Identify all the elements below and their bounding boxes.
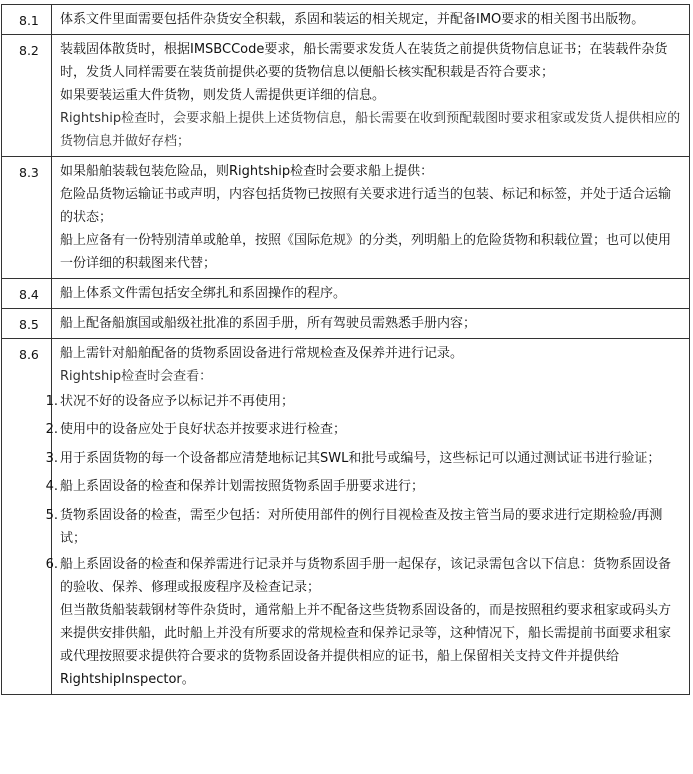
table-row (2, 157, 690, 279)
section-number: 8.5 (2, 309, 52, 339)
paragraph: 如果船舶装载包装危险品，则Rightship检查时会要求船上提供： (60, 164, 434, 179)
list-item (45, 447, 683, 470)
section-number: 8.4 (2, 279, 52, 309)
paragraph: 但当散货船装载钢材等件杂货时，通常船上并不配备这些货物系固设备的，而是按照租约要求租家或码头方来提供安排供船，此时船上并没有所要求的常规检查和保养记录等，这种情况下，船长需提前书面要求租家或代理按照要求提供符合要求的货物系固设备并提供相应的证书，船上保留相关支持文件并提供给RightshipInspector。 (60, 603, 672, 687)
section-content (52, 35, 690, 157)
list-item (45, 504, 683, 550)
table-row (2, 339, 690, 695)
list-text: 使用中的设备应处于良好状态并按要求进行检查； (60, 422, 347, 437)
list-item (45, 553, 683, 599)
list-text: 用于系固货物的每一个设备都应清楚地标记其SWL和批号或编号，这些标记可以通过测试证书进行验证； (60, 451, 661, 466)
list-number: 4. (45, 479, 58, 494)
paragraph: 船上应备有一份特别清单或舱单，按照《国际危规》的分类，列明船上的危险货物和积载位置；也可以使用一份详细的积载图来代替； (60, 233, 672, 271)
list-item (45, 416, 683, 444)
list-number: 2. (45, 422, 58, 437)
section-number: 8.1 (2, 5, 52, 35)
table-row (2, 309, 690, 339)
list-item (45, 473, 683, 501)
section-number: 8.3 (2, 157, 52, 279)
list-number: 5. (45, 508, 58, 523)
list-text: 货物系固设备的检查，需至少包括：对所使用部件的例行目视检查及按主管当局的要求进行定期检验/再测试； (60, 508, 663, 546)
paragraph: 船上需针对船舶配备的货物系固设备进行常规检查及保养并进行记录。 (60, 346, 464, 361)
paragraph: 船上配备船旗国或船级社批准的系固手册，所有驾驶员需熟悉手册内容； (60, 316, 477, 331)
paragraph: 体系文件里面需要包括件杂货安全积载，系固和装运的相关规定，并配备IMO要求的相关图书出版物。 (60, 12, 645, 27)
list-number: 3. (45, 451, 58, 466)
table-row (2, 35, 690, 157)
paragraph: 危险品货物运输证书或声明，内容包括货物已按照有关要求进行适当的包装、标记和标签，并处于适合运输的状态； (60, 187, 672, 225)
list-number: 1. (45, 394, 58, 409)
section-content (45, 339, 690, 695)
paragraph: 船上体系文件需包括安全绑扎和系固操作的程序。 (60, 286, 347, 301)
section-content (52, 157, 690, 279)
list-text: 船上系固设备的检查和保养计划需按照货物系固手册要求进行； (60, 479, 425, 494)
section-number: 8.6 (2, 339, 52, 695)
list-text: 状况不好的设备应予以标记并不再使用； (60, 394, 295, 409)
section-number: 8.2 (2, 35, 52, 157)
section-content (52, 309, 690, 339)
table-row (2, 5, 690, 35)
paragraph: Rightship检查时会查看： (60, 369, 213, 384)
list-text: 船上系固设备的检查和保养需进行记录并与货物系固手册一起保存，该记录需包含以下信息：货物系固设备的验收、保养、修理或报废程序及检查记录； (60, 557, 672, 595)
list-number: 6. (45, 557, 58, 572)
paragraph: Rightship检查时，会要求船上提供上述货物信息，船长需要在收到预配载图时要求租家或发货人提供相应的货物信息并做好存档； (60, 111, 681, 149)
paragraph: 如果要装运重大件货物，则发货人需提供更详细的信息。 (60, 88, 386, 103)
paragraph: 装载固体散货时，根据IMSBCCode要求，船长需要求发货人在装货之前提供货物信息证书；在装载件杂货时，发货人同样需要在装货前提供必要的货物信息以便船长核实配积载是否符合要求； (60, 42, 668, 80)
requirements-table (1, 4, 690, 695)
section-content (52, 279, 690, 309)
list-item (45, 388, 683, 416)
section-content (52, 5, 690, 35)
table-row (2, 279, 690, 309)
